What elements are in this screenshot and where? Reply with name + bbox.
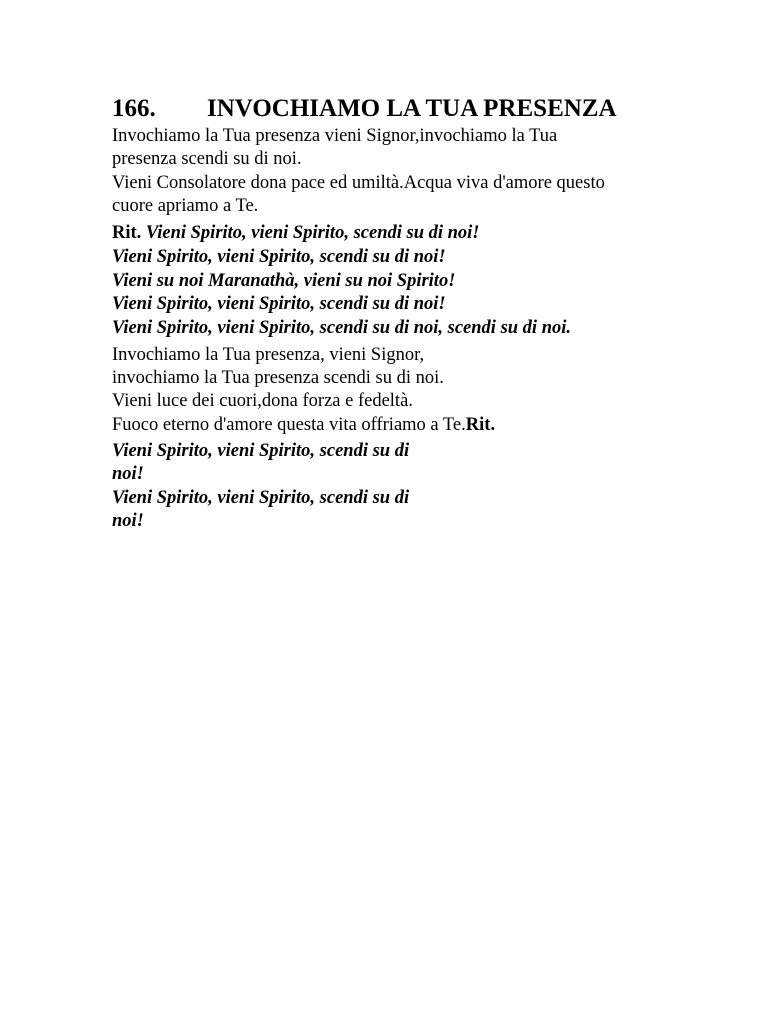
verse-2-line: invochiamo la Tua presenza scendi su di noi. <box>112 368 444 388</box>
refrain-label: Rit. <box>112 223 142 244</box>
closing-line: noi! <box>112 511 144 532</box>
refrain <box>112 222 712 341</box>
refrain-line: Vieni Spirito, vieni Spirito, scendi su di noi! <box>112 246 446 267</box>
verse-1-line: cuore apriamo a Te. <box>112 195 259 216</box>
refrain-line: Vieni su noi Maranathà, vieni su noi Spirito! <box>112 270 456 291</box>
refrain-cue: Rit. <box>465 414 496 435</box>
verse-2-line: Invochiamo la Tua presenza, vieni Signor, <box>112 344 425 365</box>
song-page <box>112 94 712 534</box>
song-title <box>112 94 712 124</box>
refrain-first-line <box>112 222 712 246</box>
verse-1 <box>112 125 712 218</box>
closing-line: Vieni Spirito, vieni Spirito, scendi su di <box>112 487 410 508</box>
verse-2-last-line <box>112 414 712 437</box>
refrain-line: Vieni Spirito, vieni Spirito, scendi su di noi, scendi su di noi. <box>112 318 571 338</box>
refrain-first-line-text: Vieni Spirito, vieni Spirito, scendi su di noi! <box>141 223 480 244</box>
verse-1-line: Invochiamo la Tua presenza vieni Signor,invochiamo la Tua <box>112 126 558 146</box>
verse-2-last-line-text: Fuoco eterno d'amore questa vita offriamo a Te. <box>112 414 466 435</box>
verse-2-line: Vieni luce dei cuori,dona forza e fedeltà. <box>112 391 413 412</box>
closing-line: noi! <box>112 464 144 485</box>
refrain-line: Vieni Spirito, vieni Spirito, scendi su di noi! <box>112 294 446 315</box>
song-title-text: INVOCHIAMO LA TUA PRESENZA <box>207 95 617 122</box>
closing-refrain <box>112 440 712 534</box>
closing-line: Vieni Spirito, vieni Spirito, scendi su di <box>112 440 410 461</box>
verse-1-line: presenza scendi su di noi. <box>112 149 302 170</box>
song-number: 166. <box>112 95 156 122</box>
verse-1-line: Vieni Consolatore dona pace ed umiltà.Acqua viva d'amore questo <box>112 172 605 193</box>
verse-2 <box>112 344 712 437</box>
